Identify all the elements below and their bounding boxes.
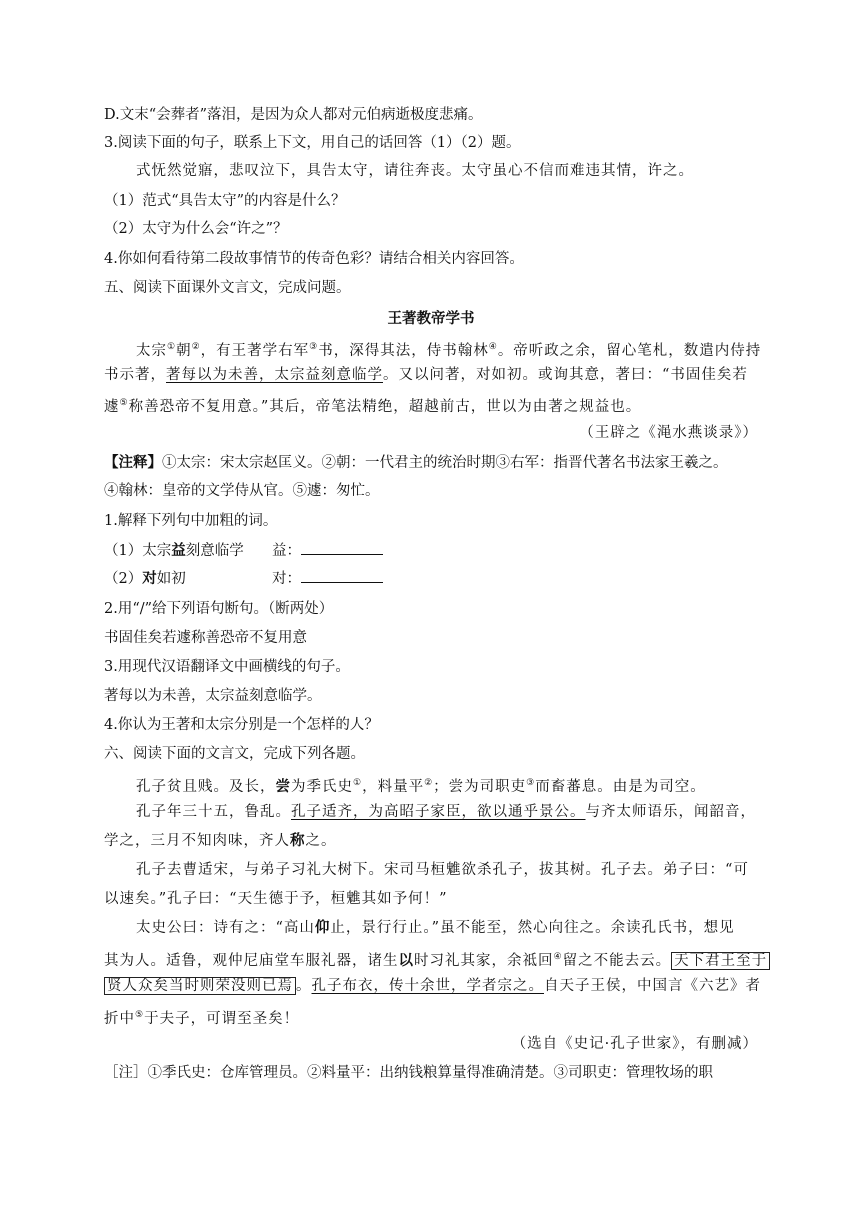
notes-6: ［注］①季氏史：仓库管理员。②料量平：出纳钱粮算量得准确清楚。③司职吏：管理牧场的职 bbox=[104, 1065, 713, 1081]
passage-6-para-4-line-4: 折中⑤于夫子，可谓至圣矣！ bbox=[104, 1010, 300, 1027]
passage-5-line-3: 遽⑤称善恐帝不复用意。”其后，帝笔法精绝，超越前古，世以为由著之规益也。 bbox=[104, 398, 642, 415]
answer-blank[interactable] bbox=[301, 568, 383, 583]
q5-1-b-answer[interactable]: 对： bbox=[272, 568, 383, 590]
passage-6-para-2-line-1: 孔子年三十五，鲁乱。孔子适齐，为高昭子家臣，欲以通乎景公。与齐太师语乐，闻韶音， bbox=[136, 804, 756, 820]
passage-6-para-3-line-2: 以速矣。”孔子曰：“天生德于予，桓魋其如予何！” bbox=[104, 891, 448, 907]
boxed-sentence-part-1: 天下君王至于 bbox=[671, 952, 770, 970]
q5-3-text: 著每以为未善，太宗益刻意临学。 bbox=[104, 688, 322, 704]
passage-6-para-4-line-1: 太史公曰：诗有之：“高山仰止，景行行止。”虽不能至，然心向往之。余读孔氏书，想见 bbox=[136, 919, 735, 936]
option-d: D.文末“会葬者”落泪，是因为众人都对元伯病逝极度悲痛。 bbox=[104, 107, 483, 123]
passage-5-source: （王辟之《渑水燕谈录》） bbox=[579, 425, 758, 441]
quoted-sentence: 式怃然觉寤，悲叹泣下，具告太守，请往奔丧。太守虽心不信而难违其情，许之。 bbox=[136, 163, 694, 179]
notes-5-line-1: 【注释】①太宗：宋太宗赵匡义。②朝：一代君主的统治时期③右军：指晋代著名书法家王羲之。 bbox=[104, 454, 728, 471]
q5-1-a: （1）太宗益刻意临学 bbox=[104, 542, 244, 559]
passage-6-para-4-line-3: 贤人众矣当时则荣没则已焉 。孔子布衣，传十余世，学者宗之。自天子王侯，中国言《六艺》者 bbox=[104, 975, 761, 997]
q5-1-b: （2）对如初 bbox=[104, 570, 186, 587]
section-6-heading: 六、阅读下面的文言文，完成下列各题。 bbox=[104, 746, 365, 762]
q5-1-heading: 1.解释下列句中加粗的词。 bbox=[104, 513, 278, 529]
passage-6-source: （选自《史记·孔子世家》，有删减） bbox=[511, 1036, 758, 1052]
q5-3-heading: 3.用现代汉语翻译文中画横线的句子。 bbox=[104, 659, 350, 675]
passage-6-para-4-line-2: 其为人。适鲁，观仲尼庙堂车服礼器，诸生以时习礼其家，余祗回④留之不能去云。 天下君王至于 bbox=[104, 946, 770, 972]
passage-5-line-2: 书示著，著每以为未善，太宗益刻意临学。又以问著，对如初。或询其意，著曰：“书固佳矣若 bbox=[104, 367, 748, 383]
q5-4-heading: 4.你认为王著和太宗分别是一个怎样的人？ bbox=[104, 717, 379, 733]
question-3-heading: 3.阅读下面的句子，联系上下文，用自己的话回答（1）（2）题。 bbox=[104, 135, 521, 151]
question-3-2: （2）太守为什么会“许之”？ bbox=[104, 221, 288, 237]
notes-5-line-2: ④翰林：皇帝的文学侍从官。⑤遽：匆忙。 bbox=[104, 483, 380, 499]
passage-6-para-2-line-2: 学之，三月不知肉味，齐人称之。 bbox=[104, 832, 337, 849]
passage-6-para-3-line-1: 孔子去曹适宋，与弟子习礼大树下。宋司马桓魋欲杀孔子，拔其树。孔子去。弟子曰：“可 bbox=[136, 862, 749, 878]
answer-blank[interactable] bbox=[301, 540, 383, 555]
passage-6-para-1: 孔子贫且贱。及长，尝为季氏史①，料量平②；尝为司职吏③而畜蕃息。由是为司空。 bbox=[136, 777, 706, 795]
q5-1-a-answer[interactable]: 益： bbox=[272, 540, 383, 562]
underlined-sentence: 孔子布衣，传十余世，学者宗之。 bbox=[311, 978, 544, 994]
q5-2-heading: 2.用“/”给下列语句断句。（断两处） bbox=[104, 601, 334, 617]
question-4: 4.你如何看待第二段故事情节的传奇色彩？请结合相关内容回答。 bbox=[104, 251, 524, 267]
underlined-sentence: 著每以为未善，太宗益刻意临学 bbox=[166, 367, 383, 383]
section-5-heading: 五、阅读下面课外文言文，完成问题。 bbox=[104, 280, 351, 296]
passage-5-title: 王著教帝学书 bbox=[387, 310, 475, 327]
passage-5-line-1: 太宗①朝②，有王著学右军③书，深得其法，侍书翰林④。帝听政之余，留心笔札，数遣内侍持 bbox=[136, 342, 762, 359]
question-3-1: （1）范式“具告太守”的内容是什么？ bbox=[104, 193, 346, 209]
boxed-sentence-part-2: 贤人众矣当时则荣没则已焉 bbox=[104, 977, 296, 995]
underlined-sentence: 孔子适齐，为高昭子家臣，欲以通乎景公。 bbox=[291, 804, 586, 820]
q5-2-text: 书固佳矣若遽称善恐帝不复用意 bbox=[104, 630, 307, 646]
